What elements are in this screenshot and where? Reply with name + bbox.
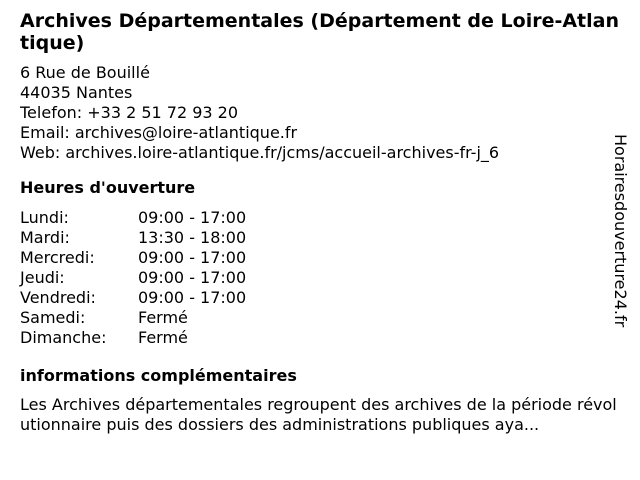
info-description: Les Archives départementales regroupent des archives de la période révolutionnaire puis des dossiers des administrations publiques aya... — [20, 395, 617, 434]
time-value: 13:30 - 18:00 — [138, 228, 247, 247]
time-value: 09:00 - 17:00 — [138, 288, 247, 307]
time-value: 09:00 - 17:00 — [138, 208, 247, 227]
day-label: Samedi: — [20, 308, 86, 327]
hours-row-friday — [20, 288, 608, 308]
day-label: Lundi: — [20, 208, 69, 227]
info-heading: informations complémentaires — [20, 366, 297, 385]
hours-heading: Heures d'ouverture — [20, 178, 196, 197]
email-address[interactable]: Email: archives@loire-atlantique.fr — [20, 123, 298, 142]
business-listing — [20, 10, 620, 435]
day-label: Mercredi: — [20, 248, 95, 267]
hours-row-tuesday — [20, 228, 608, 248]
hours-row-saturday — [20, 308, 608, 328]
hours-table — [20, 208, 608, 348]
hours-row-monday — [20, 208, 608, 228]
hours-row-sunday — [20, 328, 608, 348]
time-value: Fermé — [138, 308, 188, 327]
hours-row-wednesday — [20, 248, 608, 268]
day-label: Vendredi: — [20, 288, 96, 307]
page-title: Archives Départementales (Département de Loire-Atlantique) — [20, 10, 620, 54]
hours-row-thursday — [20, 268, 608, 288]
site-watermark: Horairesdouverture24.fr — [611, 134, 630, 328]
street-address: 6 Rue de Bouillé — [20, 63, 150, 82]
day-label: Dimanche: — [20, 328, 107, 347]
website-link[interactable]: Web: archives.loire-atlantique.fr/jcms/accueil-archives-fr-j_6 — [20, 143, 500, 162]
day-label: Jeudi: — [20, 268, 65, 287]
day-label: Mardi: — [20, 228, 70, 247]
time-value: Fermé — [138, 328, 188, 347]
time-value: 09:00 - 17:00 — [138, 248, 247, 267]
address-block — [20, 63, 608, 163]
time-value: 09:00 - 17:00 — [138, 268, 247, 287]
city-postal: 44035 Nantes — [20, 83, 133, 102]
phone-number[interactable]: Telefon: +33 2 51 72 93 20 — [20, 103, 239, 122]
